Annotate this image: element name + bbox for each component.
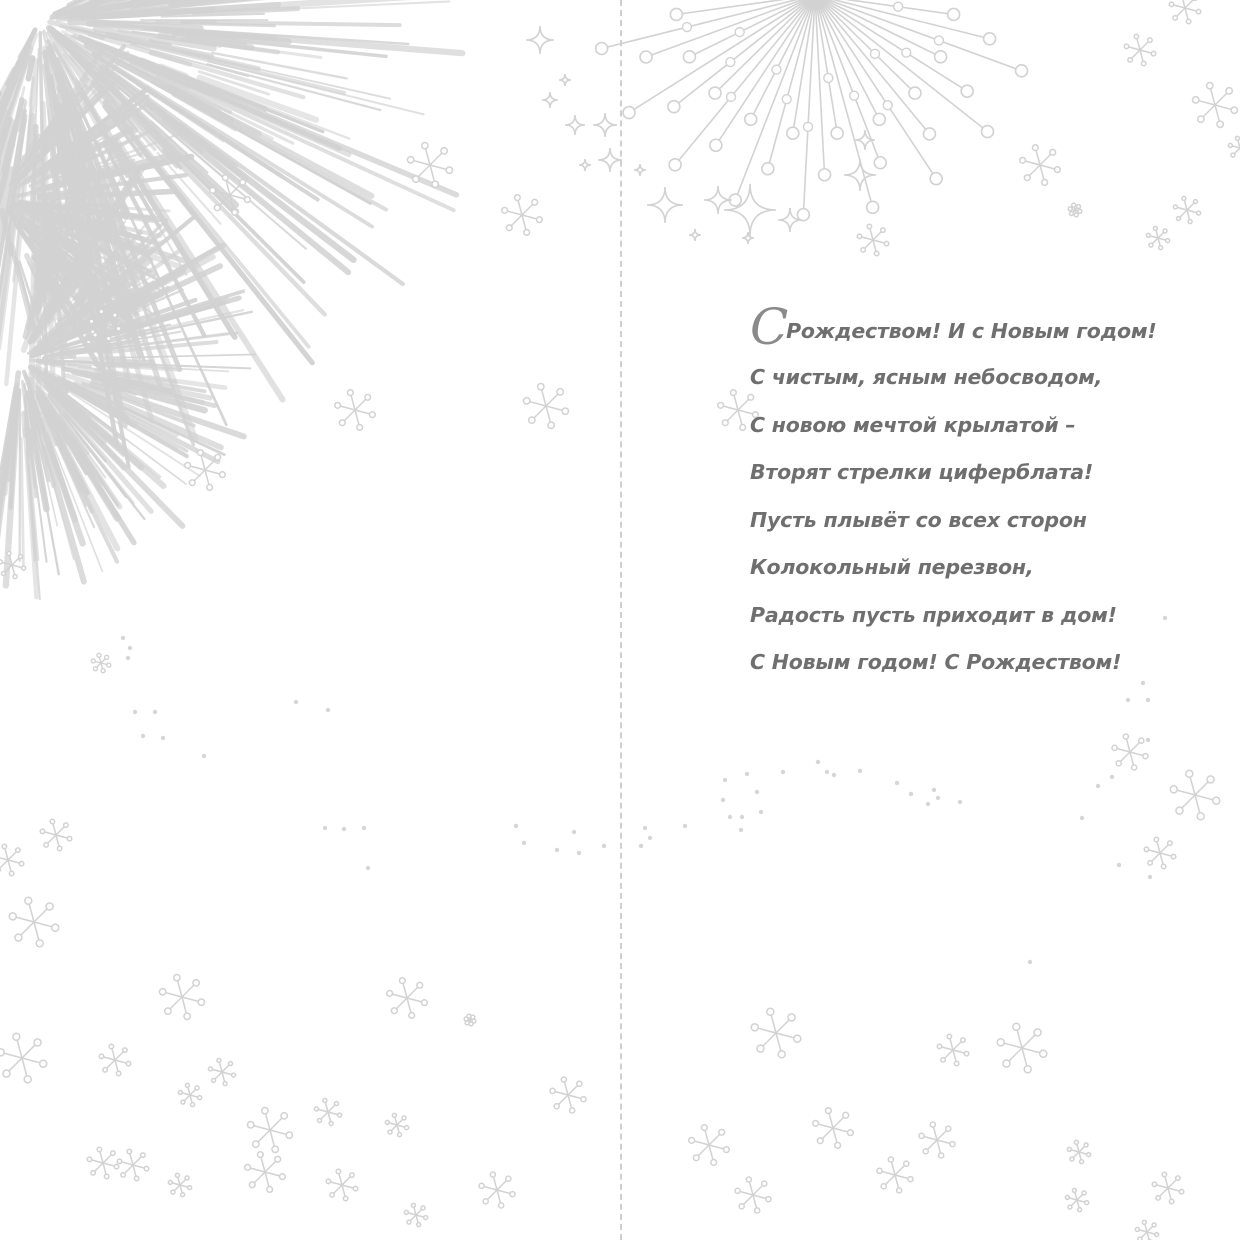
poem-line-4: Вторят стрелки циферблата! xyxy=(750,460,1093,484)
decorative-initial: С xyxy=(750,298,789,356)
poem-line-5: Пусть плывёт со всех сторон xyxy=(750,507,1087,532)
card-fold-line xyxy=(620,0,622,1240)
poem-line-6: Колокольный перезвон, xyxy=(750,555,1034,579)
poem-line-1 xyxy=(750,282,1190,354)
poem-block xyxy=(750,282,1190,687)
sparkle-stars xyxy=(526,26,876,244)
fir-branch-illustration xyxy=(0,0,474,599)
poem-line-1-text: Рождеством! И с Новым годом! xyxy=(786,319,1157,343)
poem-line-7: Радость пусть приходит в дом! xyxy=(750,602,1117,627)
poem-line-8: С Новым годом! С Рождеством! xyxy=(750,650,1122,674)
poem-line-3: С новою мечтой крылатой – xyxy=(750,412,1076,437)
poem-line-2: С чистым, ясным небосводом, xyxy=(750,365,1103,389)
firework-burst xyxy=(596,0,1028,221)
